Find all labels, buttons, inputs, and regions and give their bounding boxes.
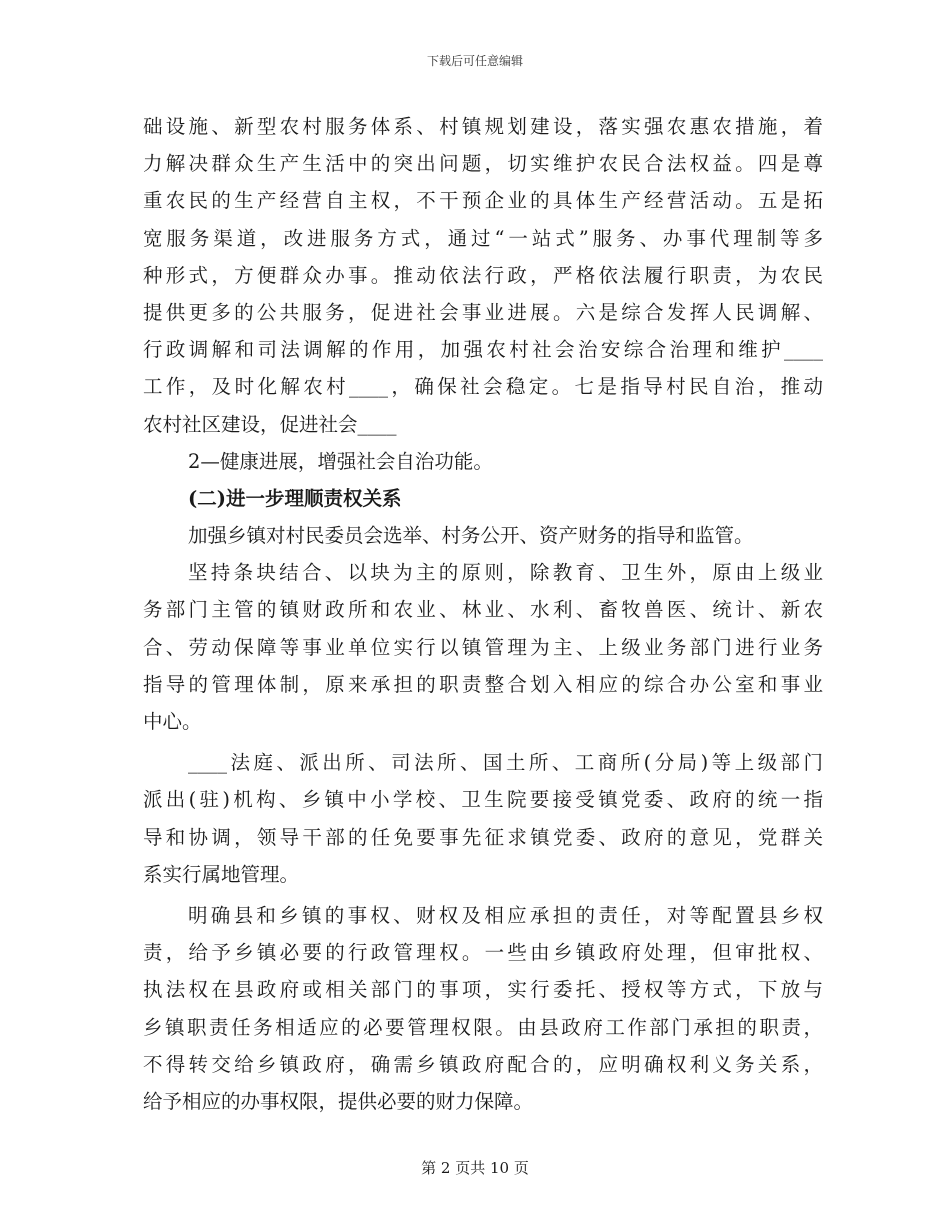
text-line: 种形式，方便群众办事。推动依法行政，严格依法履行职责，为农民 xyxy=(143,263,823,287)
text-line: 给予相应的办事权限，提供必要的财力保障。 xyxy=(143,1089,534,1113)
text-line: 导和协调，领导干部的任免要事先征求镇党委、政府的意见，党群关 xyxy=(143,825,823,849)
paragraph xyxy=(143,554,823,740)
text-line: 工作，及时化解农村____，确保社会稳定。七是指导村民自治，推动 xyxy=(143,375,823,399)
text-line: 系实行属地管理。 xyxy=(143,862,300,886)
text-line: 务部门主管的镇财政所和农业、林业、水利、畜牧兽医、统计、新农 xyxy=(143,598,823,622)
paragraph xyxy=(143,744,823,893)
paragraph: 2—健康进展，增强社会自治功能。 xyxy=(188,449,493,473)
text-line: 提供更多的公共服务，促进社会事业进展。六是综合发挥人民调解、 xyxy=(143,300,823,324)
text-line: 合、劳动保障等事业单位实行以镇管理为主、上级业务部门进行业务 xyxy=(143,635,823,659)
text-line: 宽服务渠道，改进服务方式，通过“一站式”服务、办事代理制等多 xyxy=(143,226,823,250)
text-line: 乡镇职责任务相适应的必要管理权限。由县政府工作部门承担的职责， xyxy=(143,1015,823,1039)
text-line: 中心。 xyxy=(143,710,202,733)
text-line: 重农民的生产经营自主权，不干预企业的具体生产经营活动。五是拓 xyxy=(143,189,823,213)
paragraph xyxy=(143,108,823,443)
text-line: 农村社区建设，促进社会____ xyxy=(143,412,397,436)
text-line: 础设施、新型农村服务体系、村镇规划建设，落实强农惠农措施，着 xyxy=(143,115,823,138)
text-line: 不得转交给乡镇政府，确需乡镇政府配合的，应明确权利义务关系， xyxy=(143,1052,823,1076)
document-body xyxy=(143,108,823,1120)
paragraph xyxy=(143,897,823,1120)
text-line: 明确县和乡镇的事权、财权及相应承担的责任，对等配置县乡权 xyxy=(188,903,823,927)
page-header: 下载后可任意编辑 xyxy=(426,54,523,68)
text-line: 行政调解和司法调解的作用，加强农村社会治安综合治理和维护____ xyxy=(143,338,823,362)
text-line: 派出(驻)机构、乡镇中小学校、卫生院要接受镇党委、政府的统一指 xyxy=(143,788,823,812)
section-heading: (二)进一步理顺责权关系 xyxy=(188,486,402,510)
text-line: 力解决群众生产生活中的突出问题，切实维护农民合法权益。四是尊 xyxy=(143,152,823,176)
text-line: 指导的管理体制，原来承担的职责整合划入相应的综合办公室和事业 xyxy=(143,672,823,696)
text-line: 责，给予乡镇必要的行政管理权。一些由乡镇政府处理，但审批权、 xyxy=(143,941,823,965)
page-number: 第 2 页共 10 页 xyxy=(421,1159,529,1177)
text-line: ____法庭、派出所、司法所、国土所、工商所(分局)等上级部门 xyxy=(188,751,823,775)
paragraph: 加强乡镇对村民委员会选举、村务公开、资产财务的指导和监管。 xyxy=(188,524,754,548)
text-line: 坚持条块结合、以块为主的原则，除教育、卫生外，原由上级业 xyxy=(188,561,823,585)
text-line: 执法权在县政府或相关部门的事项，实行委托、授权等方式，下放与 xyxy=(143,978,823,1002)
